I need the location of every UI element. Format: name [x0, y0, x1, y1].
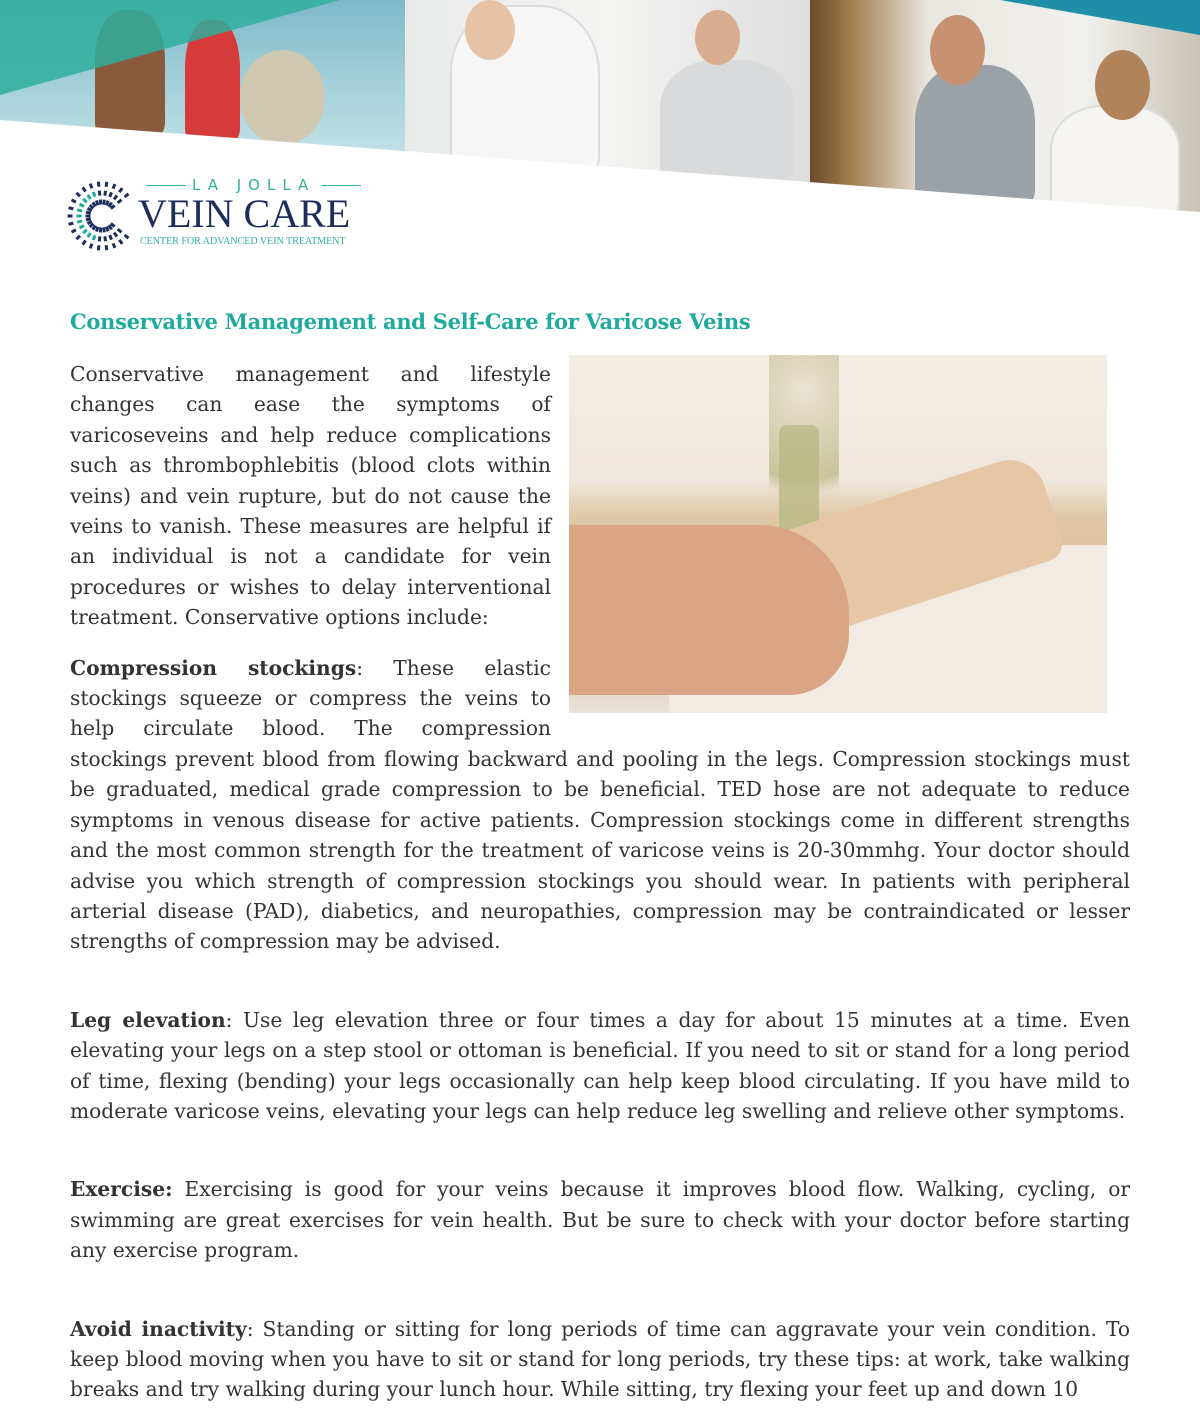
logo-ray — [81, 187, 86, 193]
logo-ray — [82, 229, 88, 235]
logo-ray — [68, 215, 73, 218]
logo-ray — [82, 198, 88, 204]
logo-ray — [86, 215, 91, 218]
logo-ray — [92, 192, 97, 198]
logo-ray — [79, 203, 85, 208]
logo-ray — [98, 190, 102, 195]
section-exercise: Exercise: Exercising is good for your veins because it improves blood flow. Walking, cycling, or swimming are great exercises for vein health. But be sure to check with your doctor before starting any exercise program. — [70, 1177, 1130, 1263]
logo-ray — [118, 187, 123, 193]
logo-ray — [113, 232, 118, 238]
logo-ray — [117, 198, 123, 204]
logo-ray — [92, 235, 97, 241]
logo-ray — [118, 239, 123, 245]
section-avoid-inactivity: Avoid inactivity: Standing or sitting for long periods of time can aggravate your vein condition. To keep blood moving when you have to sit or stand for long periods, try these tips: at work, take walking breaks and try walking during your lunch hour. While sitting, try flexing your feet up and down 10 — [70, 1316, 1130, 1402]
logo-ray — [124, 234, 130, 240]
logo-ray — [108, 192, 113, 198]
logo-ray — [71, 229, 77, 234]
logo-ray — [77, 215, 82, 218]
section-heading: Avoid inactivity — [70, 1316, 247, 1341]
logo-ray — [89, 183, 94, 189]
decorative-teal-shape — [0, 0, 340, 95]
logo-c-mark-icon — [66, 178, 132, 254]
logo-ray — [86, 194, 91, 200]
logo-ray — [112, 183, 117, 189]
logo-ray — [77, 220, 83, 224]
section-heading: Compression stockings — [70, 655, 357, 680]
logo-ray — [124, 193, 130, 199]
logo-top-text: LA JOLLA — [192, 176, 316, 194]
logo-ray — [71, 198, 77, 203]
logo-ray — [105, 245, 109, 250]
logo-ray — [89, 243, 94, 249]
intro-paragraph: Conservative management and lifestyle changes can ease the symptoms of varicoseveins and help reduce complications such as thrombophlebitis (blood clots within veins) and vein rupture, but do not cause the veins to vanish. These measures are helpful if an individual is not a candidate for vein procedures or wishes to delay interventional treatment. Conservative options include: — [70, 362, 551, 630]
section-heading: Exercise: — [70, 1177, 173, 1202]
logo-ray — [112, 243, 117, 249]
logo-ray — [99, 227, 103, 232]
logo-main-text: VEIN CARE — [138, 191, 351, 236]
logo-ray — [99, 199, 103, 204]
logo-ray — [86, 232, 91, 238]
section-compression: Compression stockings: These elastic stockings squeeze or compress the veins to help circulate blood. The compression stockings prevent blood from flowing backward and pooling in the legs. Compression stockings must be graduated, medical grade compression to be beneficial. TED hose are not adequate to reduce symptoms in venous disease for active patients. Compression stockings come in different strengths and the most common strength for the treatment of varicose veins is 20-30mmhg. Your doctor should advise you which strength of compression stockings you should wear. In patients with peripheral arterial disease (PAD), diabetics, and neuropathies, compression may be contraindicated or lesser strengths of compression may be advised. — [70, 655, 1130, 954]
logo-ray — [75, 235, 81, 241]
logo-ray — [113, 194, 118, 200]
logo-ray — [103, 191, 107, 196]
logo-tagline: CENTER FOR ADVANCED VEIN TREATMENT — [140, 236, 346, 247]
la-jolla-vein-care-logo[interactable] — [66, 176, 396, 256]
logo-ray — [75, 192, 81, 198]
logo-ray — [81, 240, 86, 246]
logo-ray — [108, 234, 113, 240]
logo-ray — [79, 224, 85, 229]
article — [70, 309, 1130, 1405]
logo-ray — [103, 236, 107, 241]
logo-ray — [68, 222, 74, 226]
logo-ray — [105, 182, 109, 187]
section-heading: Leg elevation — [70, 1007, 226, 1032]
logo-ray — [97, 245, 101, 250]
logo-ray — [68, 206, 74, 210]
page-title: Conservative Management and Self-Care for Varicose Veins — [70, 309, 751, 334]
logo-ray — [117, 228, 123, 234]
section-leg-elevation: Leg elevation: Use leg elevation three or four times a day for about 15 minutes at a time. Even elevating your legs on a step stool or ottoman is beneficial. If you need to sit or stand for a long period of time, flexing (bending) your legs occasionally can help keep blood circulating. If you have mild to moderate varicose veins, elevating your legs can help reduce leg swelling and relieve other symptoms. — [70, 1007, 1130, 1123]
compression-stocking-photo — [569, 355, 1107, 713]
decorative-blue-shape — [1000, 0, 1200, 35]
logo-ray — [97, 182, 101, 187]
logo-ray — [98, 236, 102, 241]
logo-ray — [77, 208, 83, 212]
